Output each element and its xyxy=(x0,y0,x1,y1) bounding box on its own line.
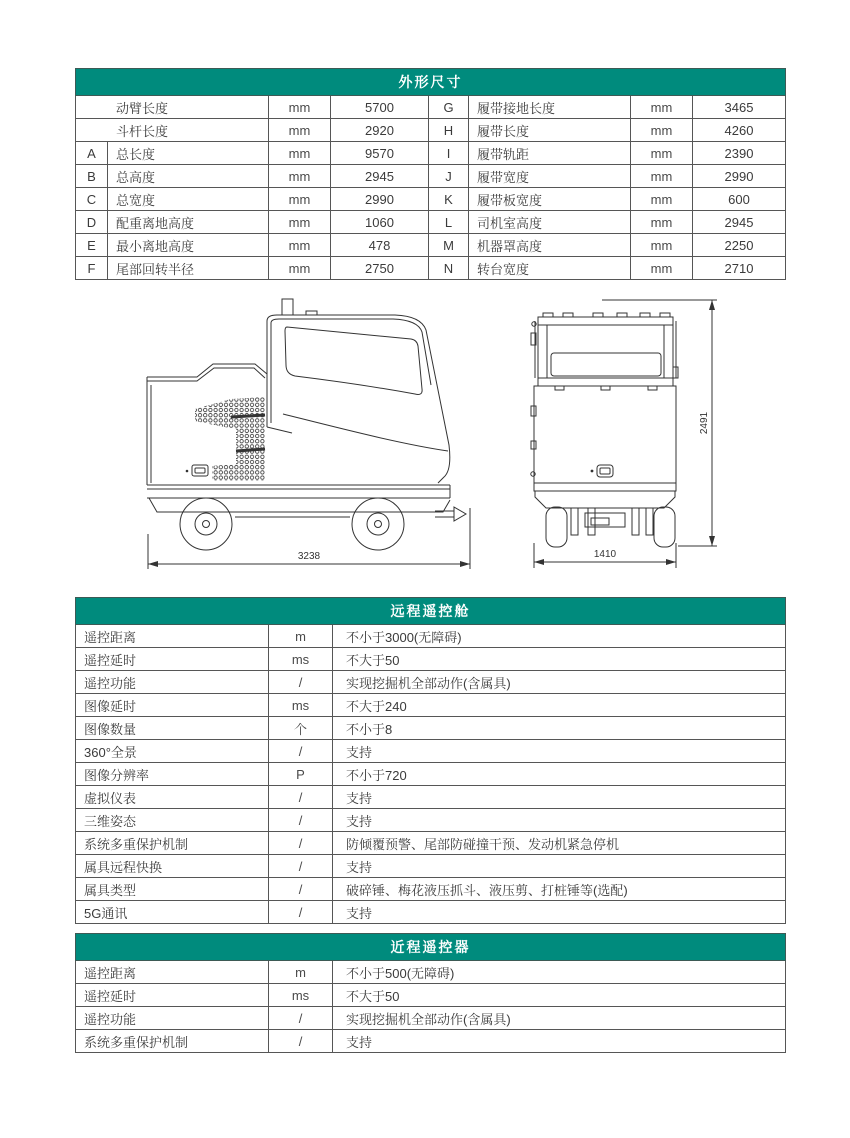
spec-name: 360°全景 xyxy=(76,740,269,763)
dimension-unit: mm xyxy=(269,96,331,119)
spec-row xyxy=(76,984,786,1007)
dimension-unit: mm xyxy=(631,211,693,234)
spec-unit: / xyxy=(269,855,333,878)
spec-unit: / xyxy=(269,671,333,694)
spec-value: 不小于3000(无障碍) xyxy=(333,625,786,648)
spec-value: 不大于50 xyxy=(333,984,786,1007)
dimension-letter: N xyxy=(429,257,469,280)
spec-value: 不大于240 xyxy=(333,694,786,717)
dimension-name: 斗杆长度 xyxy=(76,119,269,142)
dimension-name: 配重离地高度 xyxy=(108,211,269,234)
spec-name: 属具远程快换 xyxy=(76,855,269,878)
remote-cabin-table-title: 远程遥控舱 xyxy=(76,598,786,625)
dimension-letter: E xyxy=(76,234,108,257)
remote-controller-table xyxy=(75,933,786,1053)
dimension-value: 2750 xyxy=(331,257,429,280)
dimensions-row xyxy=(76,165,786,188)
spec-value: 破碎锤、梅花液压抓斗、液压剪、打桩锤等(选配) xyxy=(333,878,786,901)
spec-value: 不小于8 xyxy=(333,717,786,740)
rear-width-dimension-label: 1410 xyxy=(593,549,617,560)
side-view-drawing xyxy=(135,293,495,578)
dimension-letter: I xyxy=(429,142,469,165)
spec-row xyxy=(76,961,786,984)
dimension-value: 2990 xyxy=(693,165,786,188)
dimension-value: 2990 xyxy=(331,188,429,211)
dimension-value: 2390 xyxy=(693,142,786,165)
dimension-name: 转台宽度 xyxy=(469,257,631,280)
spec-unit: / xyxy=(269,1007,333,1030)
spec-unit: m xyxy=(269,961,333,984)
dimension-name: 总高度 xyxy=(108,165,269,188)
dimensions-table xyxy=(75,68,786,280)
spec-row xyxy=(76,671,786,694)
dimension-name: 最小离地高度 xyxy=(108,234,269,257)
dimension-value: 2920 xyxy=(331,119,429,142)
spec-name: 属具类型 xyxy=(76,878,269,901)
spec-value: 防倾覆预警、尾部防碰撞干预、发动机紧急停机 xyxy=(333,832,786,855)
dimension-letter: L xyxy=(429,211,469,234)
dimension-name: 机器罩高度 xyxy=(469,234,631,257)
spec-name: 图像分辨率 xyxy=(76,763,269,786)
spec-unit: / xyxy=(269,1030,333,1053)
spec-row xyxy=(76,740,786,763)
dimension-letter: F xyxy=(76,257,108,280)
dimensions-row xyxy=(76,119,786,142)
spec-unit: / xyxy=(269,878,333,901)
spec-value: 支持 xyxy=(333,901,786,924)
dimensions-row xyxy=(76,211,786,234)
dimension-letter: J xyxy=(429,165,469,188)
dimension-letter: D xyxy=(76,211,108,234)
spec-value: 实现挖掘机全部动作(含属具) xyxy=(333,1007,786,1030)
dimension-unit: mm xyxy=(631,257,693,280)
dimensions-row xyxy=(76,96,786,119)
spec-name: 遥控延时 xyxy=(76,648,269,671)
dimensions-row xyxy=(76,257,786,280)
dimension-name: 司机室高度 xyxy=(469,211,631,234)
spec-value: 不大于50 xyxy=(333,648,786,671)
dimension-name: 总长度 xyxy=(108,142,269,165)
spec-name: 系统多重保护机制 xyxy=(76,1030,269,1053)
spec-row xyxy=(76,878,786,901)
spec-name: 5G通讯 xyxy=(76,901,269,924)
spec-row xyxy=(76,625,786,648)
spec-value: 支持 xyxy=(333,809,786,832)
dimension-unit: mm xyxy=(631,165,693,188)
rear-view-drawing xyxy=(515,291,745,581)
dimensions-row xyxy=(76,188,786,211)
spec-row xyxy=(76,855,786,878)
dimension-value: 478 xyxy=(331,234,429,257)
spec-row xyxy=(76,1007,786,1030)
spec-name: 三维姿态 xyxy=(76,809,269,832)
spec-row xyxy=(76,901,786,924)
spec-unit: / xyxy=(269,786,333,809)
antenna-shape xyxy=(282,299,293,315)
spec-value: 不小于500(无障碍) xyxy=(333,961,786,984)
spec-value: 不小于720 xyxy=(333,763,786,786)
spec-value: 支持 xyxy=(333,855,786,878)
spec-name: 遥控延时 xyxy=(76,984,269,1007)
dimension-letter: M xyxy=(429,234,469,257)
dimension-unit: mm xyxy=(269,188,331,211)
dimensions-table-title: 外形尺寸 xyxy=(76,69,786,96)
dimension-unit: mm xyxy=(269,257,331,280)
dimension-value: 2945 xyxy=(693,211,786,234)
dimension-value: 3465 xyxy=(693,96,786,119)
spec-unit: 个 xyxy=(269,717,333,740)
dimension-letter: C xyxy=(76,188,108,211)
remote-controller-table-header xyxy=(76,934,786,961)
dimension-name: 总宽度 xyxy=(108,188,269,211)
remote-cabin-table-header xyxy=(76,598,786,625)
dimension-value: 2710 xyxy=(693,257,786,280)
spec-row xyxy=(76,1030,786,1053)
spec-name: 图像延时 xyxy=(76,694,269,717)
dimension-unit: mm xyxy=(631,119,693,142)
dimension-unit: mm xyxy=(631,234,693,257)
spec-unit: ms xyxy=(269,984,333,1007)
dimensions-table-header xyxy=(76,69,786,96)
dimension-unit: mm xyxy=(269,119,331,142)
grille-perforation xyxy=(195,397,265,481)
dimension-value: 4260 xyxy=(693,119,786,142)
spec-name: 遥控距离 xyxy=(76,625,269,648)
spec-unit: / xyxy=(269,901,333,924)
spec-value: 支持 xyxy=(333,1030,786,1053)
spec-value: 支持 xyxy=(333,740,786,763)
dimension-value: 5700 xyxy=(331,96,429,119)
dimension-value: 1060 xyxy=(331,211,429,234)
spec-name: 遥控功能 xyxy=(76,1007,269,1030)
dimension-unit: mm xyxy=(631,96,693,119)
spec-name: 图像数量 xyxy=(76,717,269,740)
dimension-name: 尾部回转半径 xyxy=(108,257,269,280)
spec-unit: m xyxy=(269,625,333,648)
spec-unit: / xyxy=(269,740,333,763)
dimension-unit: mm xyxy=(631,188,693,211)
dimension-value: 600 xyxy=(693,188,786,211)
spec-row xyxy=(76,763,786,786)
dimensions-row xyxy=(76,142,786,165)
dimension-name: 履带板宽度 xyxy=(469,188,631,211)
dimension-name: 履带宽度 xyxy=(469,165,631,188)
spec-unit: / xyxy=(269,832,333,855)
spec-row xyxy=(76,717,786,740)
remote-cabin-table xyxy=(75,597,786,924)
spec-name: 虚拟仪表 xyxy=(76,786,269,809)
spec-unit: P xyxy=(269,763,333,786)
dimension-unit: mm xyxy=(269,234,331,257)
dimension-letter: A xyxy=(76,142,108,165)
dimension-value: 2945 xyxy=(331,165,429,188)
spec-row xyxy=(76,648,786,671)
spec-name: 遥控距离 xyxy=(76,961,269,984)
dimension-name: 履带轨距 xyxy=(469,142,631,165)
remote-controller-table-title: 近程遥控器 xyxy=(76,934,786,961)
dimension-letter: H xyxy=(429,119,469,142)
dimension-name: 履带长度 xyxy=(469,119,631,142)
dimension-letter: G xyxy=(429,96,469,119)
spec-unit: ms xyxy=(269,694,333,717)
dimension-unit: mm xyxy=(269,211,331,234)
dimension-value: 9570 xyxy=(331,142,429,165)
spec-row xyxy=(76,832,786,855)
dimension-unit: mm xyxy=(269,165,331,188)
spec-name: 遥控功能 xyxy=(76,671,269,694)
dimension-value: 2250 xyxy=(693,234,786,257)
rear-height-dimension-label: 2491 xyxy=(699,411,710,435)
spec-value: 实现挖掘机全部动作(含属具) xyxy=(333,671,786,694)
spec-unit: / xyxy=(269,809,333,832)
spec-row xyxy=(76,694,786,717)
dimension-unit: mm xyxy=(631,142,693,165)
dimension-name: 履带接地长度 xyxy=(469,96,631,119)
spec-unit: ms xyxy=(269,648,333,671)
spec-value: 支持 xyxy=(333,786,786,809)
spec-name: 系统多重保护机制 xyxy=(76,832,269,855)
dimensions-row xyxy=(76,234,786,257)
dimension-unit: mm xyxy=(269,142,331,165)
spec-row xyxy=(76,809,786,832)
side-length-dimension-label: 3238 xyxy=(297,551,321,562)
spec-row xyxy=(76,786,786,809)
dimension-name: 动臂长度 xyxy=(76,96,269,119)
dimension-letter: K xyxy=(429,188,469,211)
dimension-letter: B xyxy=(76,165,108,188)
